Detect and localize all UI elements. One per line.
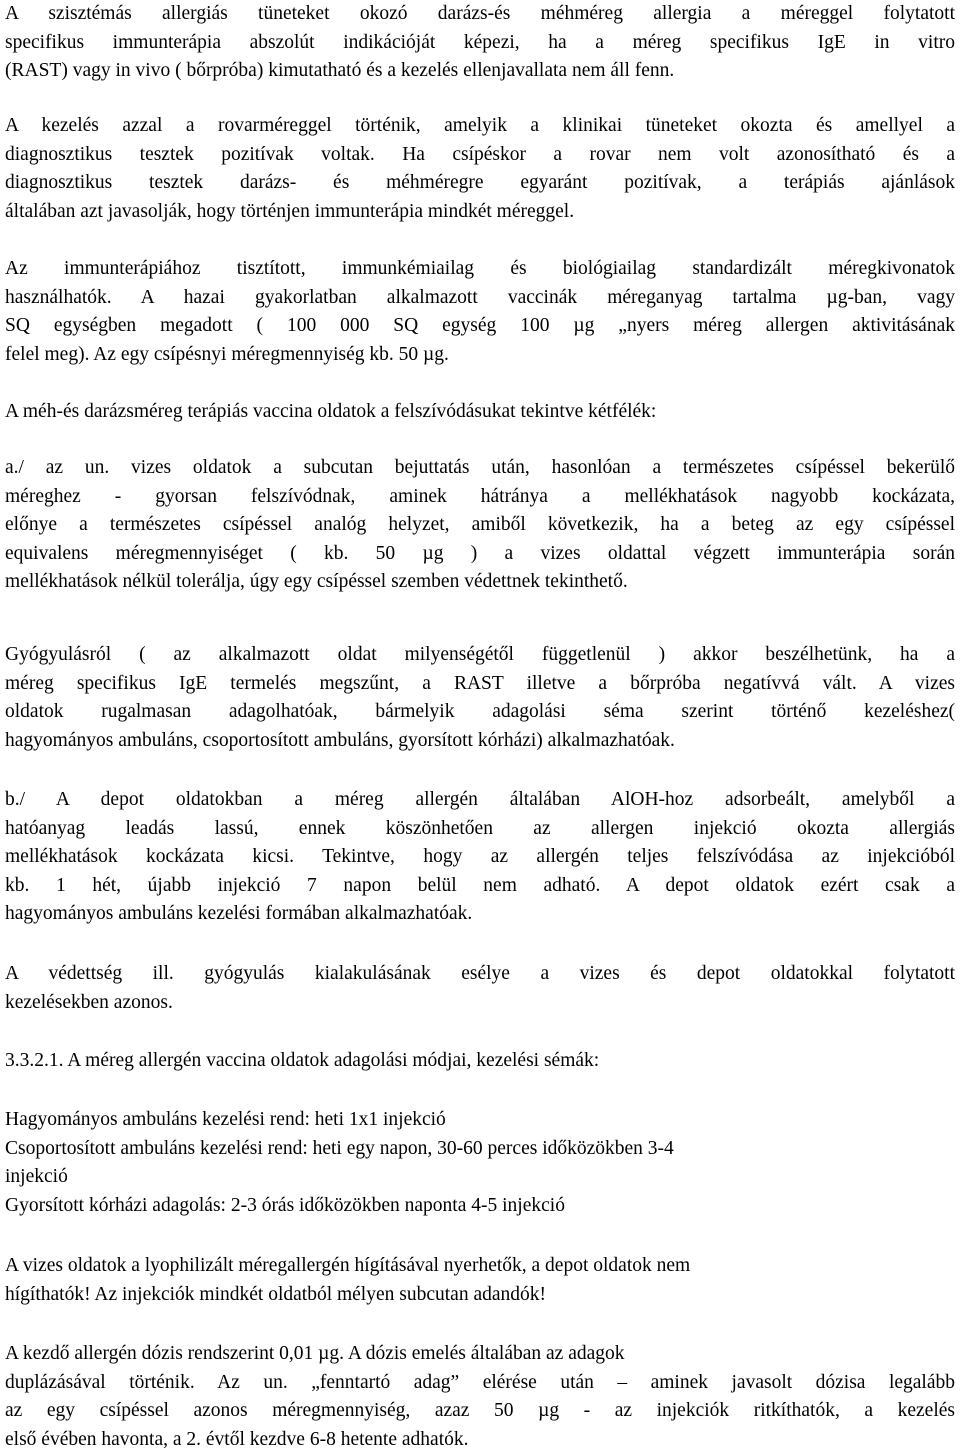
text-line: Csoportosított ambuláns kezelési rend: heti egy napon, 30-60 perces időközökben 3-4	[5, 1137, 674, 1159]
text-line: b./ A depot oldatokban a méreg allergén általában AlOH-hoz adsorbeált, amelyből a	[5, 789, 955, 810]
text-line: általában azt javasolják, hogy történjen immunterápia mindkét méreggel.	[5, 200, 575, 222]
text-line: oldatok rugalmasan adagolhatóak, bármelyik adagolási séma szerint történő kezeléshez(	[5, 701, 955, 723]
paragraph-protection	[5, 960, 955, 1017]
paragraph-schedules	[5, 1106, 955, 1220]
paragraph-cure	[5, 641, 955, 755]
paragraph-indication	[5, 0, 955, 86]
text-line: előnye a természetes csípéssel analóg helyzet, amiből következik, ha a beteg az egy csípéssel	[5, 514, 955, 536]
text-line: hagyományos ambuláns kezelési formában alkalmazhatóak.	[5, 903, 473, 925]
text-line: mellékhatások nélkül tolerálja, úgy egy csípéssel szemben védettnek tekinthető.	[5, 571, 628, 593]
text-line: A méh-és darázsméreg terápiás vaccina oldatok a felszívódásukat tekintve kétfélék:	[5, 401, 657, 422]
section-heading	[5, 1047, 955, 1076]
paragraph-extracts	[5, 255, 955, 369]
paragraph-dosing	[5, 1340, 955, 1454]
text-line: equivalens méregmennyiséget ( kb. 50 µg ) a vizes oldattal végzett immunterápia során	[5, 542, 955, 564]
text-line: A vizes oldatok a lyophilizált méregallergén hígításával nyerhetők, a depot oldatok nem	[5, 1255, 691, 1276]
text-line: SQ egységben megadott ( 100 000 SQ egység 100 µg „nyers méreg allergen aktivitásának	[5, 315, 955, 337]
text-line: Az immunterápiához tisztított, immunkémiailag és biológiailag standardizált méregkivonatok	[5, 258, 955, 279]
text-line: az egy csípéssel azonos méregmennyiség, azaz 50 µg - az injekciók ritkíthatók, a kezelés	[5, 1400, 955, 1422]
text-line: kb. 1 hét, újabb injekció 7 napon belül nem adható. A depot oldatok ezért csak a	[5, 874, 955, 896]
text-line: első évében havonta, a 2. évtől kezdve 6-8 hetente adhatók.	[5, 1428, 469, 1450]
text-line: hagyományos ambuláns, csoportosított ambuláns, gyorsított kórházi) alkalmazhatóak.	[5, 729, 675, 751]
text-line: 3.3.2.1. A méreg allergén vaccina oldatok adagolási módjai, kezelési sémák:	[5, 1050, 600, 1071]
text-line: Gyorsított kórházi adagolás: 2-3 órás időközökben naponta 4-5 injekció	[5, 1194, 565, 1216]
text-line: Hagyományos ambuláns kezelési rend: heti 1x1 injekció	[5, 1109, 446, 1130]
text-line: hígíthatók! Az injekciók mindkét oldatból mélyen subcutan adandók!	[5, 1283, 547, 1305]
paragraph-venom-choice	[5, 112, 955, 226]
text-line: diagnosztikus tesztek pozitívak voltak. Ha csípéskor a rovar nem volt azonosítható és a	[5, 143, 955, 165]
text-line: használhatók. A hazai gyakorlatban alkalmazott vaccinák méreganyag tartalma µg-ban, vagy	[5, 286, 955, 308]
text-line: kezelésekben azonos.	[5, 991, 173, 1013]
paragraph-depot-solutions	[5, 786, 955, 929]
paragraph-preparation	[5, 1252, 955, 1309]
text-line: a./ az un. vizes oldatok a subcutan bejuttatás után, hasonlóan a természetes csípéssel bekerülő	[5, 457, 955, 478]
text-line: A kezelés azzal a rovarméreggel történik, amelyik a klinikai tüneteket okozta és amellyel a	[5, 115, 955, 136]
text-line: (RAST) vagy in vivo ( bőrpróba) kimutatható és a kezelés ellenjavallata nem áll fenn.	[5, 60, 675, 82]
text-line: duplázásával történik. Az un. „fenntartó adag” elérése után – aminek javasolt dózisa legalább	[5, 1371, 955, 1393]
text-line: Gyógyulásról ( az alkalmazott oldat milyenségétől függetlenül ) akkor beszélhetünk, ha a	[5, 644, 955, 665]
text-line: specifikus immunterápia abszolút indikációját képezi, ha a méreg specifikus IgE in vitro	[5, 31, 955, 53]
text-line: mellékhatások kockázata kicsi. Tekintve, hogy az allergén teljes felszívódása az injekcióból	[5, 846, 955, 868]
text-line: injekció	[5, 1166, 68, 1188]
text-line: A védettség ill. gyógyulás kialakulásának esélye a vizes és depot oldatokkal folytatott	[5, 963, 955, 984]
text-line: hatóanyag leadás lassú, ennek köszönhetően az allergen injekció okozta allergiás	[5, 817, 955, 839]
text-line: felel meg). Az egy csípésnyi méregmennyiség kb. 50 µg.	[5, 343, 449, 365]
paragraph-two-types	[5, 398, 955, 427]
text-line: méreg specifikus IgE termelés megszűnt, a RAST illetve a bőrpróba negatívvá vált. A vizes	[5, 672, 955, 694]
text-line: A szisztémás allergiás tüneteket okozó darázs-és méhméreg allergia a méreggel folytatott	[5, 3, 955, 24]
text-line: diagnosztikus tesztek darázs- és méhméregre egyaránt pozitívak, a terápiás ajánlások	[5, 172, 955, 194]
text-line: A kezdő allergén dózis rendszerint 0,01 µg. A dózis emelés általában az adagok	[5, 1343, 625, 1364]
text-line: méreghez - gyorsan felszívódnak, aminek hátránya a mellékhatások nagyobb kockázata,	[5, 485, 955, 507]
paragraph-aqueous-solutions	[5, 454, 955, 597]
